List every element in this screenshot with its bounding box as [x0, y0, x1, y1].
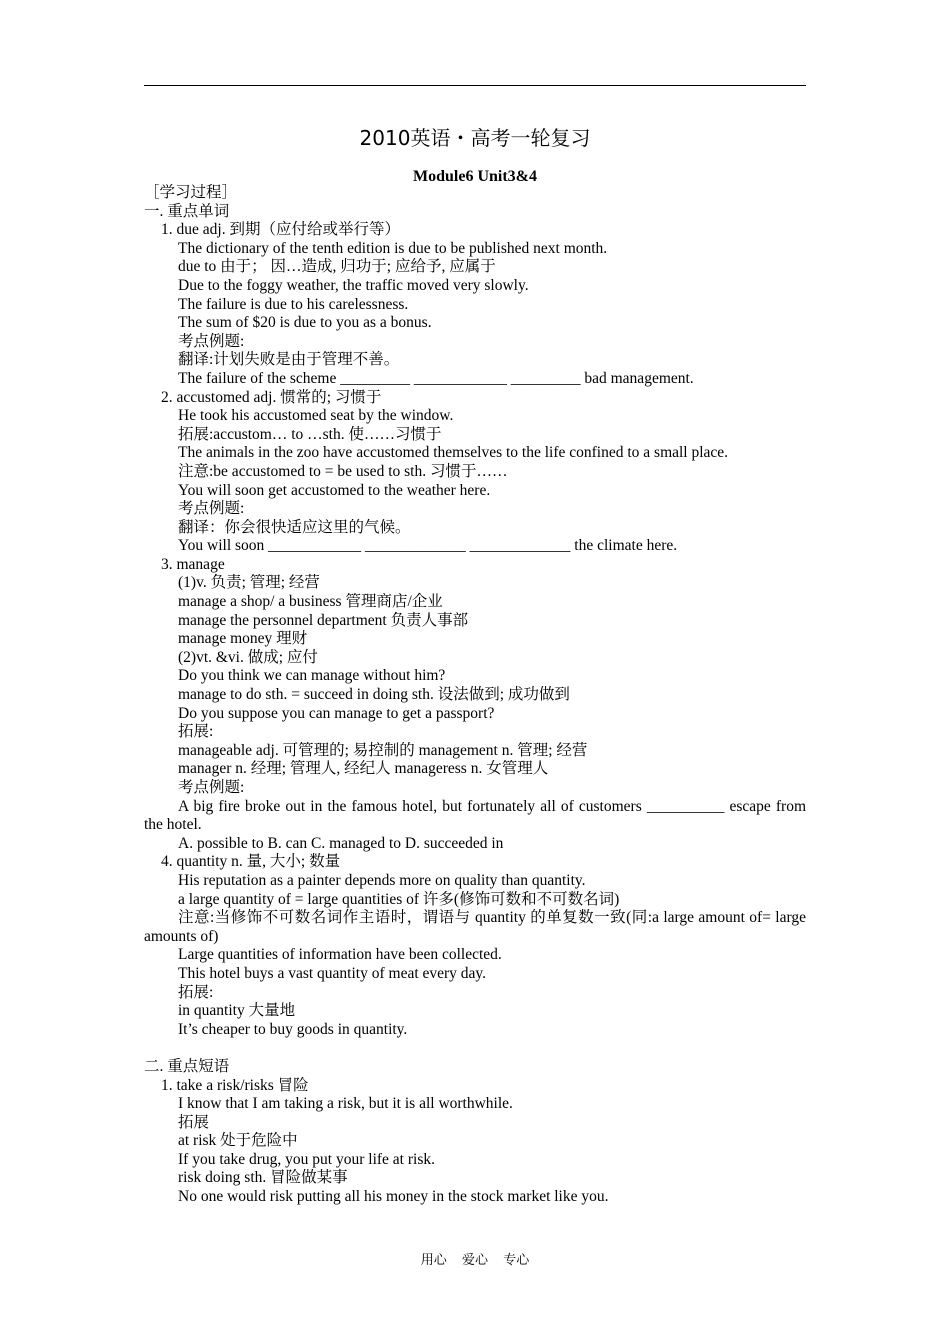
text-line: 注意:当修饰不可数名词作主语时，谓语与 quantity 的单复数一致(同:a large amount of= large amounts of): [144, 909, 806, 945]
text-line: 1. take a risk/risks 冒险: [161, 1076, 309, 1094]
text-line: You will soon ____________ _____________ _____________ the climate here.: [178, 537, 678, 555]
text-line: 翻译：你会很快适应这里的气候。: [178, 518, 411, 536]
text-line: manage money 理财: [178, 630, 308, 648]
text-line: His reputation as a painter depends more on quality than quantity.: [178, 871, 586, 889]
text-line: This hotel buys a vast quantity of meat every day.: [178, 964, 487, 982]
text-line: If you take drug, you put your life at risk.: [178, 1150, 435, 1168]
text-line: 拓展: [178, 1113, 210, 1131]
text-line: 2. accustomed adj. 惯常的; 习惯于: [161, 388, 382, 406]
text-line: at risk 处于危险中: [178, 1132, 298, 1150]
text-line: manage to do sth. = succeed in doing sth. 设法做到; 成功做到: [178, 686, 570, 704]
text-line: 拓展:accustom… to …sth. 使……习惯于: [178, 425, 442, 443]
text-line: 1. due adj. 到期（应付给或举行等）: [161, 221, 400, 239]
text-line: 拓展:: [178, 723, 214, 741]
text-line: a large quantity of = large quantities of 许多(修饰可数和不可数名词): [178, 890, 620, 908]
text-line: Do you suppose you can manage to get a passport?: [178, 704, 495, 722]
text-line: A big fire broke out in the famous hotel, but fortunately all of customers __________ escape from the hotel.: [144, 797, 806, 834]
text-line: 3. manage: [161, 555, 225, 573]
text-line: 翻译:计划失败是由于管理不善。: [178, 351, 400, 369]
text-line: Due to the foggy weather, the traffic moved very slowly.: [178, 276, 529, 294]
text-line: The sum of $20 is due to you as a bonus.: [178, 314, 432, 332]
text-line: manage a shop/ a business 管理商店/企业: [178, 593, 443, 611]
text-line: manager n. 经理; 管理人, 经纪人 manageress n. 女管理人: [178, 760, 549, 778]
text-line: The dictionary of the tenth edition is due to be published next month.: [178, 239, 608, 257]
page-title: 2010英语・高考一轮复习: [359, 126, 591, 150]
text-line: A. possible to B. can C. managed to D. succeeded in: [178, 834, 504, 852]
text-line: 4. quantity n. 量, 大小; 数量: [161, 853, 341, 871]
text-line: manage the personnel department 负责人事部: [178, 611, 469, 629]
text-line: 考点例题:: [178, 779, 245, 796]
text-line: I know that I am taking a risk, but it is all worthwhile.: [178, 1095, 513, 1113]
text-line: No one would risk putting all his money in the stock market like you.: [178, 1188, 609, 1206]
blank-line: [144, 1039, 806, 1058]
text-line: You will soon get accustomed to the weather here.: [178, 481, 491, 499]
text-line: The failure of the scheme _________ ____________ _________ bad management.: [178, 369, 694, 387]
page-footer: 用心 爱心 专心: [420, 1252, 530, 1267]
text-line: (1)v. 负责; 管理; 经营: [178, 574, 320, 592]
header-rule: [144, 85, 806, 86]
text-line: The animals in the zoo have accustomed themselves to the life confined to a small place.: [178, 444, 729, 462]
text-line: 考点例题:: [178, 500, 245, 518]
text-line: He took his accustomed seat by the window.: [178, 407, 454, 425]
text-line: Do you think we can manage without him?: [178, 667, 446, 685]
text-line: risk doing sth. 冒险做某事: [178, 1169, 348, 1187]
text-line: Large quantities of information have been collected.: [178, 946, 502, 964]
text-line: due to 由于； 因…造成, 归功于; 应给予, 应属于: [178, 258, 496, 276]
text-line: manageable adj. 可管理的; 易控制的 management n. 管理; 经营: [178, 741, 588, 759]
text-line: The failure is due to his carelessness.: [178, 295, 409, 313]
text-line: in quantity 大量地: [178, 1002, 296, 1020]
page-subtitle: Module6 Unit3&4: [413, 168, 537, 185]
text-line: 一. 重点单词: [144, 202, 230, 220]
text-line: ［学习过程］: [144, 184, 238, 201]
text-line: 注意:be accustomed to = be used to sth. 习惯于……: [178, 462, 508, 480]
document-body: [144, 184, 806, 1207]
text-line: (2)vt. &vi. 做成; 应付: [178, 648, 318, 666]
text-line: 二. 重点短语: [144, 1057, 230, 1075]
text-line: 拓展:: [178, 983, 214, 1001]
text-line: 考点例题:: [178, 332, 245, 350]
text-line: It’s cheaper to buy goods in quantity.: [178, 1020, 408, 1038]
